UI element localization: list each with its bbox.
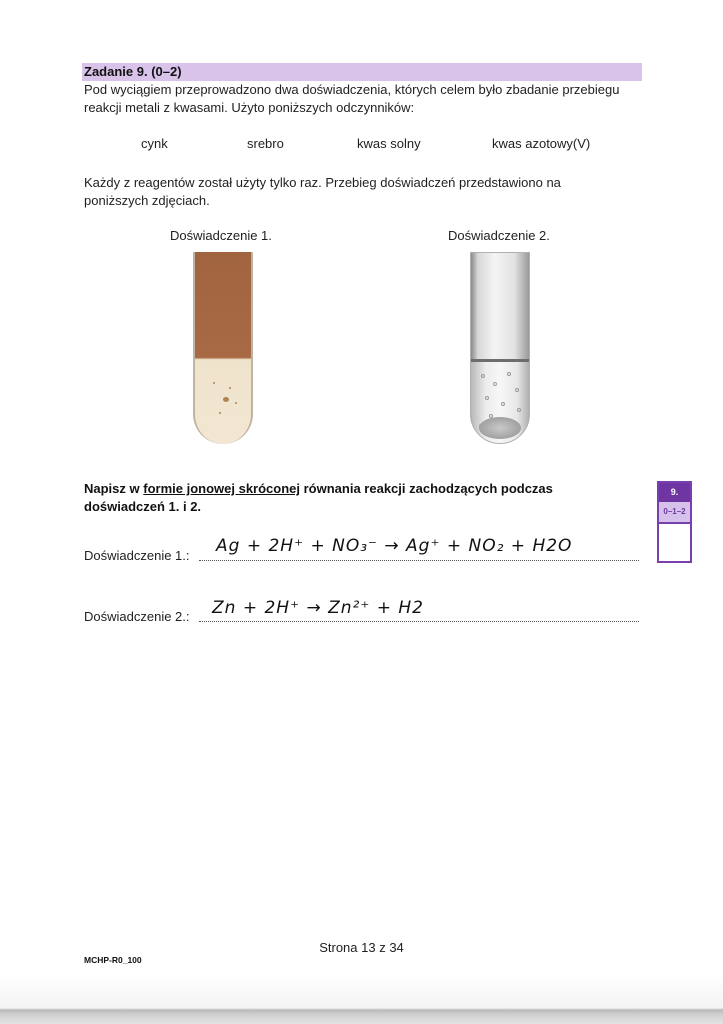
instruction	[84, 480, 644, 516]
score-points-scale: 0–1–2	[659, 502, 690, 524]
instruction-line2: doświadczeń 1. i 2.	[84, 499, 202, 514]
reagent-hydrochloric-acid: kwas solny	[357, 136, 421, 151]
answer-1-label: Doświadczenie 1.:	[84, 548, 190, 563]
task-description-line1: Każdy z reagentów został użyty tylko raz. Przebieg doświadczeń przedstawiono na	[84, 175, 561, 190]
task-intro-line1: Pod wyciągiem przeprowadzono dwa doświadczenia, których celem było zbadanie przebiegu	[84, 82, 620, 97]
page-bottom-fade	[0, 975, 723, 1008]
task-intro	[84, 81, 644, 117]
reagent-nitric-acid: kwas azotowy(V)	[492, 136, 591, 151]
instruction-suffix: równania reakcji zachodzących podczas	[300, 481, 553, 496]
answer-2-label: Doświadczenie 2.:	[84, 609, 190, 624]
reagent-silver: srebro	[247, 136, 284, 151]
instruction-prefix: Napisz w	[84, 481, 144, 496]
experiment-2-test-tube-photo	[470, 252, 530, 444]
task-description-line2: poniższych zdjęciach.	[84, 193, 210, 208]
experiment-2-label: Doświadczenie 2.	[448, 228, 550, 243]
instruction-underlined: formie jonowej skróconej	[143, 481, 301, 496]
score-awarded-field[interactable]	[659, 524, 690, 561]
score-task-number: 9.	[659, 483, 690, 502]
viewer-bottom-bar	[0, 1008, 723, 1024]
answer-1-dotted-line	[199, 560, 639, 561]
task-intro-line2: reakcji metali z kwasami. Użyto poniższych odczynników:	[84, 100, 415, 115]
experiment-1-test-tube-photo	[193, 252, 253, 444]
document-code: MCHP-R0_100	[84, 955, 142, 965]
answer-1-handwriting[interactable]: Ag + 2H⁺ + NO₃⁻ → Ag⁺ + NO₂ + H2O	[216, 536, 573, 556]
score-box	[657, 481, 692, 563]
task-description	[84, 174, 644, 210]
task-title: Zadanie 9. (0–2)	[84, 64, 182, 79]
experiment-1-label: Doświadczenie 1.	[170, 228, 272, 243]
answer-2-handwriting[interactable]: Zn + 2H⁺ → Zn²⁺ + H2	[212, 598, 424, 618]
page-number: Strona 13 z 34	[319, 940, 404, 955]
answer-2-dotted-line	[199, 621, 639, 622]
reagent-zinc: cynk	[141, 136, 168, 151]
